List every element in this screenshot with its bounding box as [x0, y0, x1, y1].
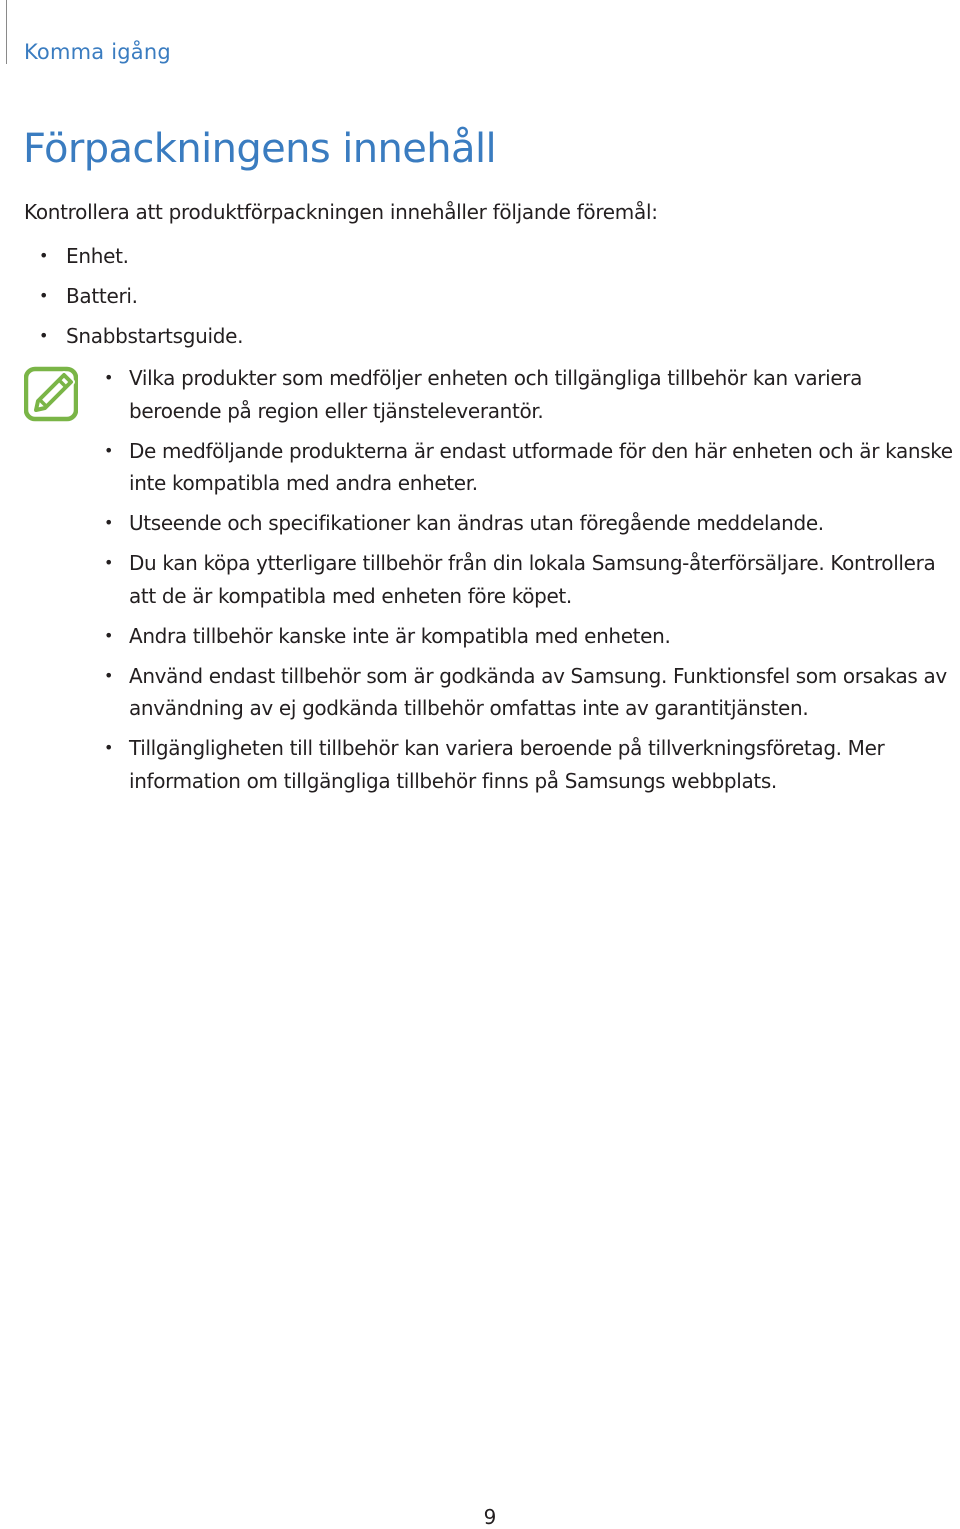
list-item: [104, 660, 954, 725]
list-item: [104, 507, 954, 540]
bullet: •: [104, 553, 114, 572]
notes-list: [104, 362, 954, 805]
bullet: •: [104, 665, 114, 685]
note-text: Tillgängligheten till tillbehör kan variera beroende på tillverkningsföretag. Mer information om tillgängliga tillbehör finns på Samsungs webbplats.: [129, 736, 885, 793]
bullet: •: [39, 246, 49, 265]
note-text: Andra tillbehör kanske inte är kompatibla med enheten.: [129, 623, 671, 648]
bullet: •: [104, 625, 114, 645]
page-number: 9: [483, 1505, 497, 1529]
list-item-text: Snabbstartsguide.: [66, 324, 244, 348]
list-item: [104, 732, 954, 797]
list-item-text: Enhet.: [66, 244, 129, 268]
bullet: •: [104, 440, 114, 460]
bullet: •: [39, 286, 49, 305]
intro-text: Kontrollera att produktförpackningen innehåller följande föremål:: [24, 200, 658, 224]
page-corner-line: [6, 0, 7, 64]
note-text: Använd endast tillbehör som är godkända av Samsung. Funktionsfel som orsakas av användning av ej godkända tillbehör omfattas inte av garantitjänsten.: [129, 663, 947, 720]
list-item: [104, 547, 954, 612]
list-item: [104, 620, 954, 653]
bullet: •: [104, 513, 114, 532]
note-text: Utseende och specifikationer kan ändras utan föregående meddelande.: [129, 511, 824, 535]
note-text: Vilka produkter som medföljer enheten och tillgängliga tillbehör kan variera beroende på region eller tjänsteleverantör.: [129, 366, 863, 423]
note-text: De medföljande produkterna är endast utformade för den här enheten och är kanske inte kompatibla med andra enheter.: [129, 438, 953, 495]
section-label: Komma igång: [24, 40, 171, 64]
bullet: •: [104, 368, 114, 387]
note-text: Du kan köpa ytterligare tillbehör från din lokala Samsung-återförsäljare. Kontrollera att de är kompatibla med enheten före köpet.: [129, 551, 936, 608]
page-title: Förpackningens innehåll: [23, 126, 496, 172]
list-item: [104, 435, 954, 500]
list-item-text: Batteri.: [66, 284, 138, 308]
bullet: •: [104, 738, 114, 757]
pencil-note-icon: [24, 366, 78, 422]
list-item: [104, 362, 954, 427]
bullet: •: [39, 326, 49, 345]
